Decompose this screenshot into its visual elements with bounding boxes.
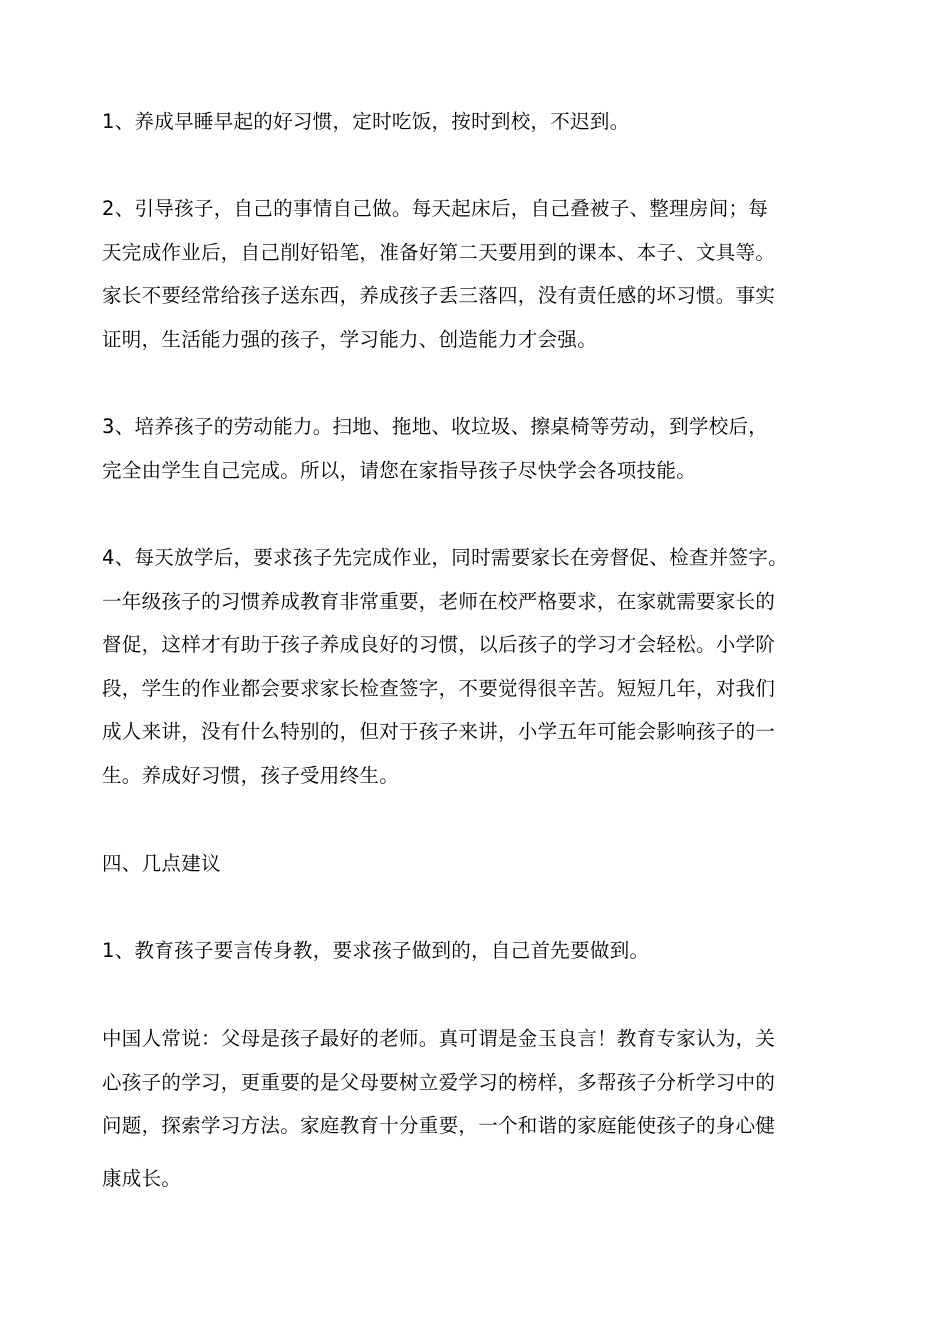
text-line: 督促，这样才有助于孩子养成良好的习惯，以后孩子的学习才会轻松。小学阶	[102, 633, 776, 656]
text-line: 问题，探索学习方法。家庭教育十分重要，一个和谐的家庭能使孩子的身心健	[102, 1114, 776, 1137]
text-line: 4、每天放学后，要求孩子先完成作业，同时需要家长在旁督促、检查并签字。	[102, 546, 788, 569]
paragraph-parents-teachers	[102, 1017, 854, 1148]
text-line: 家长不要经常给孩子送东西，养成孩子丢三落四，没有责任感的坏习惯。事实	[102, 284, 776, 307]
text-line: 1、教育孩子要言传身教，要求孩子做到的，自己首先要做到。	[102, 939, 650, 962]
text-line: 2、引导孩子，自己的事情自己做。每天起床后，自己叠被子、整理房间；每	[102, 197, 769, 220]
text-line: 证明，生活能力强的孩子，学习能力、创造能力才会强。	[102, 327, 598, 351]
text-line: 天完成作业后，自己削好铅笔，准备好第二天要用到的课本、本子、文具等。	[102, 240, 776, 264]
paragraph-continuation	[102, 1157, 854, 1201]
paragraph-habit-sleep	[102, 100, 854, 144]
text-line: 完全由学生自己完成。所以，请您在家指导孩子尽快学会各项技能。	[102, 458, 697, 482]
text-line: 生。养成好习惯，孩子受用终生。	[102, 763, 400, 787]
paragraph-lead-by-example	[102, 929, 854, 973]
paragraph-labor-ability	[102, 405, 854, 492]
text-line: 中国人常说：父母是孩子最好的老师。真可谓是金玉良言！教育专家认为，关	[102, 1027, 776, 1050]
section-heading-suggestions	[102, 842, 854, 886]
text-line: 1、养成早睡早起的好习惯，定时吃饭，按时到校，不迟到。	[102, 110, 630, 133]
text-line: 段，学生的作业都会要求家长检查签字，不要觉得很辛苦。短短几年，对我们	[102, 676, 776, 700]
text-line: 心孩子的学习，更重要的是父母要树立爱学习的榜样，多帮孩子分析学习中的	[102, 1070, 776, 1094]
paragraph-self-reliance	[102, 187, 854, 361]
text-line: 成人来讲，没有什么特别的，但对于孩子来讲，小学五年可能会影响孩子的一	[102, 720, 776, 743]
text-line: 四、几点建议	[102, 852, 221, 875]
text-line: 康成长。	[102, 1167, 182, 1190]
text-line: 3、培养孩子的劳动能力。扫地、拖地、收垃圾、擦桌椅等劳动，到学校后，	[102, 415, 769, 438]
paragraph-homework-supervision	[102, 536, 854, 797]
text-line: 一年级孩子的习惯养成教育非常重要，老师在校严格要求，在家就需要家长的	[102, 589, 776, 613]
